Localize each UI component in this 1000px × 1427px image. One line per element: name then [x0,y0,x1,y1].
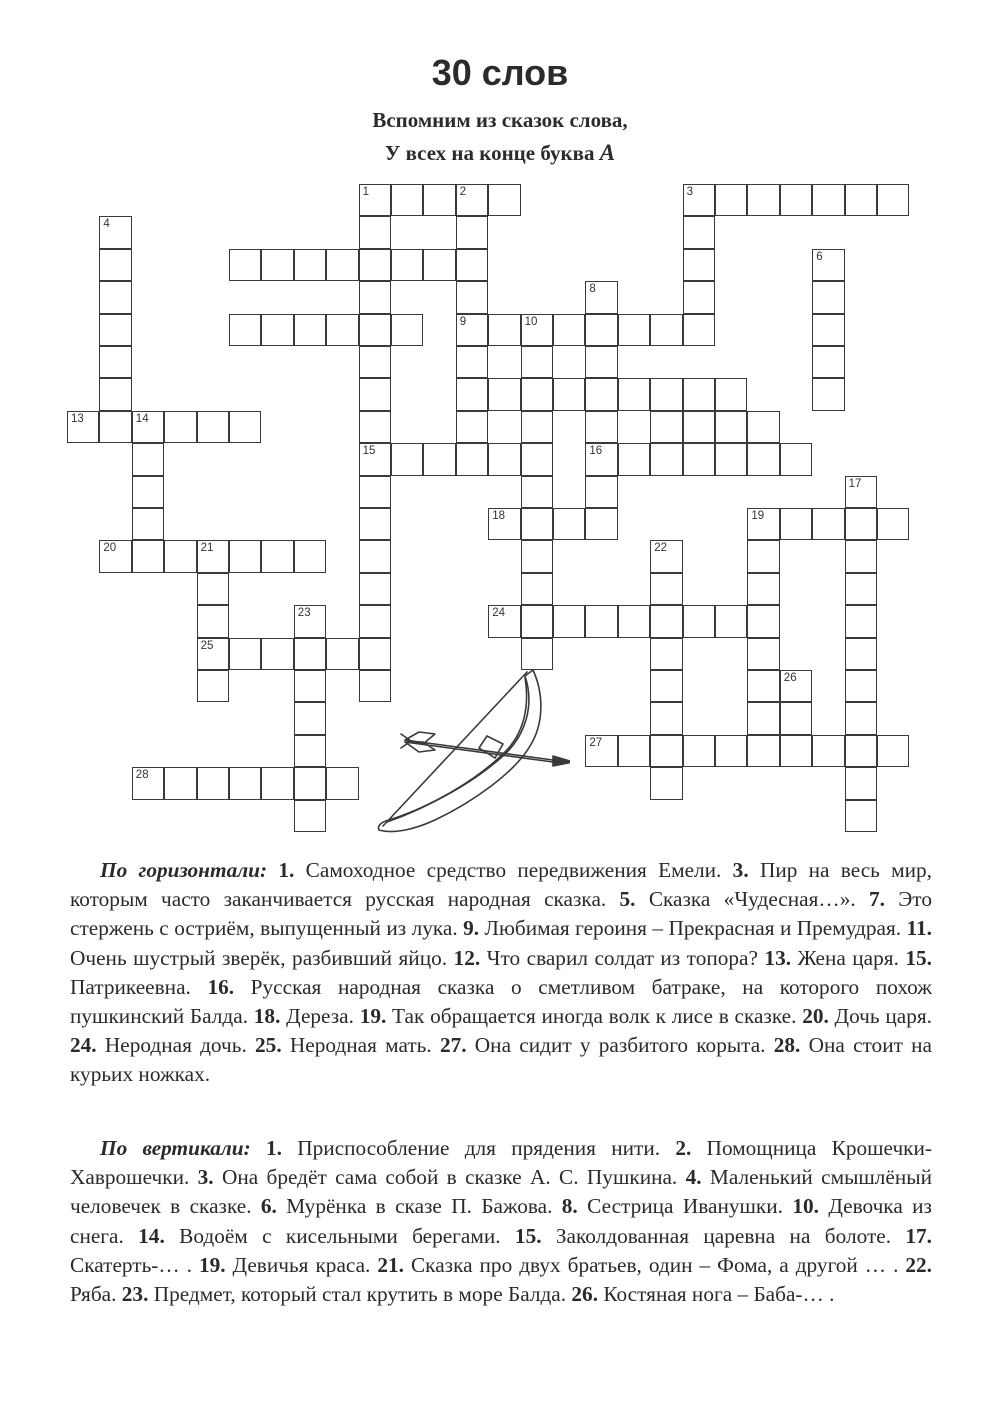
crossword-cell[interactable] [326,638,358,670]
crossword-cell[interactable] [650,314,682,346]
crossword-cell[interactable] [812,378,844,410]
clue-text: Девочка из снега. [70,1194,932,1248]
crossword-cell[interactable] [650,735,682,767]
cell-number: 28 [135,769,149,782]
crossword-cell[interactable] [294,800,326,832]
clue-number: 14. [138,1223,165,1248]
clue-number: 13. [764,945,792,970]
crossword-cell[interactable] [683,184,715,216]
crossword-cell[interactable] [747,670,779,702]
crossword-cell[interactable] [294,735,326,767]
clue-text: Она бредёт сама собой в сказке А. С. Пушкина. [213,1165,686,1190]
clue-number: 19. [198,1252,226,1277]
clue-text: Что сварил солдат из топора? [480,945,765,970]
crossword-cell[interactable] [488,605,520,637]
clue-number: 4. [685,1165,702,1190]
crossword-cell[interactable] [456,346,488,378]
crossword-cell[interactable] [650,767,682,799]
crossword-cell[interactable] [650,378,682,410]
crossword-cell[interactable] [650,540,682,572]
crossword-cell[interactable] [845,508,877,540]
cell-number: 4 [103,218,110,231]
clue-number: 28. [773,1033,801,1058]
clue-text: Помощница Крошечки-Хаврошечки. [70,1136,932,1190]
crossword-cell[interactable] [521,605,553,637]
crossword-cell[interactable] [585,605,617,637]
clue-number: 11. [906,916,932,941]
clue-number: 24. [70,1033,97,1058]
clue-text: Так обращается иногда волк к лисе в сказке. [386,1004,803,1029]
crossword-cell[interactable] [294,540,326,572]
crossword-cell[interactable] [618,443,650,475]
crossword-cell[interactable] [99,378,131,410]
clue-number: 3. [732,858,749,882]
crossword-cell[interactable] [747,735,779,767]
crossword-cell[interactable] [683,735,715,767]
crossword-cell[interactable] [359,184,391,216]
crossword-cell[interactable] [650,411,682,443]
crossword-cell[interactable] [845,540,877,572]
crossword-cell[interactable] [845,638,877,670]
crossword-cell[interactable] [715,443,747,475]
crossword-cell[interactable] [294,249,326,281]
crossword-cell[interactable] [99,314,131,346]
cell-number: 14 [135,412,149,425]
crossword-cell[interactable] [553,508,585,540]
clue-number: 16. [207,974,235,999]
crossword-cell[interactable] [294,767,326,799]
clue-number: 18. [253,1004,281,1029]
crossword-cell[interactable] [585,508,617,540]
crossword-cell[interactable] [845,800,877,832]
crossword-cell[interactable] [845,767,877,799]
crossword-cell[interactable] [618,314,650,346]
clue-text: Сестрица Иванушки. [577,1194,793,1219]
clue-text: Дочь царя. [828,1004,932,1029]
crossword-cell[interactable] [553,314,585,346]
crossword-cell[interactable] [585,476,617,508]
crossword-cell[interactable] [423,249,455,281]
crossword-cell[interactable] [132,508,164,540]
cell-number: 13 [71,412,84,425]
clues-down-heading: По вертикали: [100,1136,251,1160]
crossword-cell[interactable] [683,378,715,410]
crossword-cell[interactable] [294,638,326,670]
crossword-cell[interactable] [877,508,909,540]
clue-text: Любимая героиня – Прекрасная и Премудрая. [479,916,907,941]
clue-number: 26. [571,1282,599,1307]
crossword-cell[interactable] [845,573,877,605]
crossword-cell[interactable] [456,249,488,281]
crossword-cell[interactable] [423,443,455,475]
clue-number: 3. [197,1165,214,1190]
crossword-cell[interactable] [715,184,747,216]
crossword-cell[interactable] [359,281,391,313]
cell-number: 23 [297,607,311,620]
crossword-cell[interactable] [99,540,131,572]
clue-text: Она стоит на курьих ножках. [70,1033,932,1087]
crossword-cell[interactable] [229,249,261,281]
cell-number: 25 [200,639,214,652]
crossword-cell[interactable] [294,702,326,734]
crossword-cell[interactable] [99,346,131,378]
clues-down [70,1134,932,1309]
crossword-cell[interactable] [359,249,391,281]
crossword-cell[interactable] [521,476,553,508]
crossword-cell[interactable] [359,476,391,508]
crossword-cell[interactable] [715,411,747,443]
cell-number: 17 [848,477,862,490]
cell-number: 1 [362,186,369,198]
crossword-cell[interactable] [229,638,261,670]
crossword-cell[interactable] [521,540,553,572]
clues-across [70,856,932,1090]
crossword-cell[interactable] [845,605,877,637]
clue-text: Костяная нога – Баба-… . [598,1282,835,1307]
crossword-cell[interactable] [585,735,617,767]
crossword-cell[interactable] [99,249,131,281]
clue-number: 6. [260,1194,277,1219]
crossword-cell[interactable] [67,411,99,443]
crossword-cell[interactable] [261,767,293,799]
crossword-cell[interactable] [683,443,715,475]
crossword-cell[interactable] [747,638,779,670]
crossword-cell[interactable] [359,573,391,605]
crossword-cell[interactable] [261,638,293,670]
crossword-cell[interactable] [359,378,391,410]
clue-number: 22. [905,1252,932,1277]
clue-text: Предмет, который стал крутить в море Балда. [148,1282,572,1307]
cell-number: 2 [459,186,467,198]
subtitle-prefix: У всех на конце буква [384,141,595,165]
crossword-cell[interactable] [99,281,131,313]
clue-number: 1. [266,1136,282,1160]
crossword-cell[interactable] [521,443,553,475]
crossword-cell[interactable] [391,314,423,346]
crossword-cell[interactable] [391,184,423,216]
crossword-cell[interactable] [197,573,229,605]
subtitle-line-1: Вспомним из сказок слова, [372,108,628,132]
crossword-cell[interactable] [650,605,682,637]
crossword-cell[interactable] [294,670,326,702]
bow-and-arrow-icon [375,662,570,837]
clue-text: Сказка про двух братьев, один – Фома, а другой … . [404,1252,906,1277]
clue-text: Очень шустрый зверёк, разбивший яйцо. [70,945,454,970]
crossword-cell[interactable] [197,638,229,670]
crossword-cell[interactable] [845,735,877,767]
crossword-cell[interactable] [877,184,909,216]
cell-number: 27 [589,736,603,749]
crossword-cell[interactable] [747,508,779,540]
clue-number: 7. [868,887,885,912]
crossword-cell[interactable] [229,767,261,799]
clue-number: 10. [792,1194,819,1219]
crossword-cell[interactable] [456,443,488,475]
clue-number: 5. [619,887,636,912]
cell-number: 24 [492,607,505,620]
crossword-cell[interactable] [99,216,131,248]
clues-down-list [70,1136,932,1306]
clues-across-list [70,858,932,1086]
crossword-cell[interactable] [650,638,682,670]
crossword-cell[interactable] [650,443,682,475]
clue-text: Неродная дочь. [96,1033,256,1058]
clue-number: 19. [359,1004,387,1029]
crossword-cell[interactable] [780,184,812,216]
crossword-cell[interactable] [747,605,779,637]
crossword-cell[interactable] [359,346,391,378]
crossword-cell[interactable] [359,605,391,637]
cell-number: 26 [783,672,797,684]
crossword-cell[interactable] [683,314,715,346]
clue-text: Дереза. [280,1004,360,1029]
crossword-cell[interactable] [585,411,617,443]
crossword-cell[interactable] [747,184,779,216]
crossword-cell[interactable] [683,411,715,443]
crossword-cell[interactable] [650,702,682,734]
crossword-cell[interactable] [683,216,715,248]
clue-number: 1. [278,858,295,882]
cell-number: 3 [686,186,693,198]
crossword-cell[interactable] [715,735,747,767]
crossword-cell[interactable] [164,767,196,799]
clue-text: Жена царя. [791,945,906,970]
crossword-cell[interactable] [812,735,844,767]
clue-text: Пир на весь мир, которым часто заканчивается русская народная сказка. [70,858,933,912]
crossword-cell[interactable] [521,508,553,540]
crossword-cell[interactable] [812,184,844,216]
crossword-cell[interactable] [197,670,229,702]
crossword-cell[interactable] [294,605,326,637]
crossword-cell[interactable] [585,314,617,346]
crossword-cell[interactable] [747,702,779,734]
crossword-cell[interactable] [132,767,164,799]
clue-number: 15. [905,945,932,970]
crossword-cell[interactable] [197,767,229,799]
clue-text: Неродная мать. [281,1033,440,1058]
subtitle-letter: А [599,140,616,165]
crossword-cell[interactable] [229,314,261,346]
crossword-cell[interactable] [618,735,650,767]
crossword-cell[interactable] [683,281,715,313]
crossword-cell[interactable] [359,216,391,248]
clue-number: 2. [675,1136,692,1160]
crossword-cell[interactable] [294,314,326,346]
clue-text: Девичья краса. [225,1252,378,1277]
clue-number: 20. [802,1004,829,1029]
crossword-cell[interactable] [845,184,877,216]
clue-text: Приспособление для прядения нити. [282,1136,676,1160]
clue-text: Водоём с кисельными берегами. [164,1223,515,1248]
clues-across-heading: По горизонтали: [100,858,268,882]
cell-number: 16 [589,445,603,458]
clue-text: Скатерть-… . [70,1252,199,1277]
crossword-cell[interactable] [423,184,455,216]
crossword-cell[interactable] [326,314,358,346]
crossword-cell[interactable] [488,184,520,216]
clue-text: Она сидит у разбитого корыта. [466,1033,774,1058]
crossword-cell[interactable] [585,346,617,378]
crossword-cell[interactable] [521,411,553,443]
cell-number: 8 [589,283,596,296]
crossword-cell[interactable] [618,605,650,637]
crossword-cell[interactable] [229,411,261,443]
crossword-cell[interactable] [488,314,520,346]
crossword-cell[interactable] [780,508,812,540]
crossword-cell[interactable] [780,443,812,475]
crossword-cell[interactable] [747,573,779,605]
crossword-cell[interactable] [488,378,520,410]
crossword-cell[interactable] [715,378,747,410]
crossword-cell[interactable] [359,443,391,475]
crossword-cell[interactable] [553,605,585,637]
crossword-cell[interactable] [521,378,553,410]
crossword-cell[interactable] [553,378,585,410]
crossword-cell[interactable] [261,314,293,346]
crossword-cell[interactable] [229,540,261,572]
crossword-cell[interactable] [812,346,844,378]
crossword-cell[interactable] [456,378,488,410]
crossword-cell[interactable] [780,702,812,734]
clue-text: Заколдованная царевна на болоте. [541,1223,906,1248]
crossword-cell[interactable] [780,735,812,767]
clue-number: 27. [439,1033,467,1058]
clue-number: 12. [453,945,481,970]
clue-text: Русская народная сказка о сметливом батраке, на которого похож пушкинский Балда. [70,974,932,1029]
crossword-cell[interactable] [164,540,196,572]
crossword-cell[interactable] [521,346,553,378]
crossword-cell[interactable] [747,411,779,443]
crossword-cell[interactable] [132,411,164,443]
cell-number: 15 [362,445,376,458]
clue-number: 15. [514,1223,542,1248]
crossword-cell[interactable] [359,508,391,540]
crossword-cell[interactable] [585,378,617,410]
crossword-cell[interactable] [132,476,164,508]
crossword-cell[interactable] [132,443,164,475]
crossword-cell[interactable] [747,540,779,572]
crossword-cell[interactable] [456,216,488,248]
crossword-cell[interactable] [261,540,293,572]
crossword-cell[interactable] [261,249,293,281]
crossword-cell[interactable] [326,249,358,281]
clue-text: Ряба. [70,1282,122,1307]
crossword-cell[interactable] [521,314,553,346]
crossword-cell[interactable] [683,605,715,637]
crossword-cell[interactable] [747,443,779,475]
page-title: 30 слов [431,52,569,93]
clue-text: Сказка «Чудесная…». [635,887,869,912]
crossword-cell[interactable] [488,443,520,475]
crossword-cell[interactable] [456,314,488,346]
crossword-cell[interactable] [359,411,391,443]
crossword-cell[interactable] [391,443,423,475]
clue-text: Мурёнка в сказе П. Бажова. [276,1194,562,1219]
cell-number: 18 [492,510,505,522]
crossword-cell[interactable] [618,378,650,410]
crossword-cell[interactable] [650,670,682,702]
clue-number: 9. [463,916,480,941]
crossword-cell[interactable] [585,281,617,313]
clue-number: 23. [121,1282,149,1307]
crossword-cell[interactable] [359,540,391,572]
crossword-cell[interactable] [877,735,909,767]
crossword-cell[interactable] [585,443,617,475]
clue-number: 17. [905,1223,932,1248]
cell-number: 9 [459,315,467,328]
crossword-cell[interactable] [197,605,229,637]
crossword-cell[interactable] [456,281,488,313]
clue-text: Маленький смышлёный человечек в сказке. [70,1165,932,1219]
crossword-cell[interactable] [391,249,423,281]
cell-number: 19 [751,510,765,522]
crossword-cell[interactable] [812,249,844,281]
clue-number: 21. [377,1252,404,1277]
crossword-cell[interactable] [780,670,812,702]
crossword-cell[interactable] [164,411,196,443]
crossword-cell[interactable] [845,702,877,734]
crossword-cell[interactable] [845,476,877,508]
cell-number: 21 [200,542,214,555]
crossword-cell[interactable] [812,314,844,346]
clue-text: Патрикеевна. [70,974,208,999]
crossword-cell[interactable] [715,605,747,637]
crossword-cell[interactable] [650,573,682,605]
crossword-cell[interactable] [359,314,391,346]
cell-number: 6 [816,250,823,263]
clue-text: Это стержень с остриём, выпущенный из лука. [70,887,932,941]
crossword-cell[interactable] [812,508,844,540]
cell-number: 22 [654,542,667,555]
crossword-cell[interactable] [132,540,164,572]
clue-text: Самоходное средство передвижения Емели. [294,858,733,882]
clue-number: 25. [255,1033,282,1058]
crossword-cell[interactable] [521,573,553,605]
crossword-cell[interactable] [326,767,358,799]
crossword-cell[interactable] [456,411,488,443]
crossword-cell[interactable] [683,249,715,281]
clue-number: 8. [561,1194,578,1219]
cell-number: 10 [524,315,538,328]
crossword-cell[interactable] [99,411,131,443]
crossword-cell[interactable] [845,670,877,702]
crossword-cell[interactable] [197,540,229,572]
crossword-cell[interactable] [812,281,844,313]
cell-number: 20 [103,542,117,555]
crossword-cell[interactable] [456,184,488,216]
crossword-cell[interactable] [197,411,229,443]
crossword-cell[interactable] [488,508,520,540]
